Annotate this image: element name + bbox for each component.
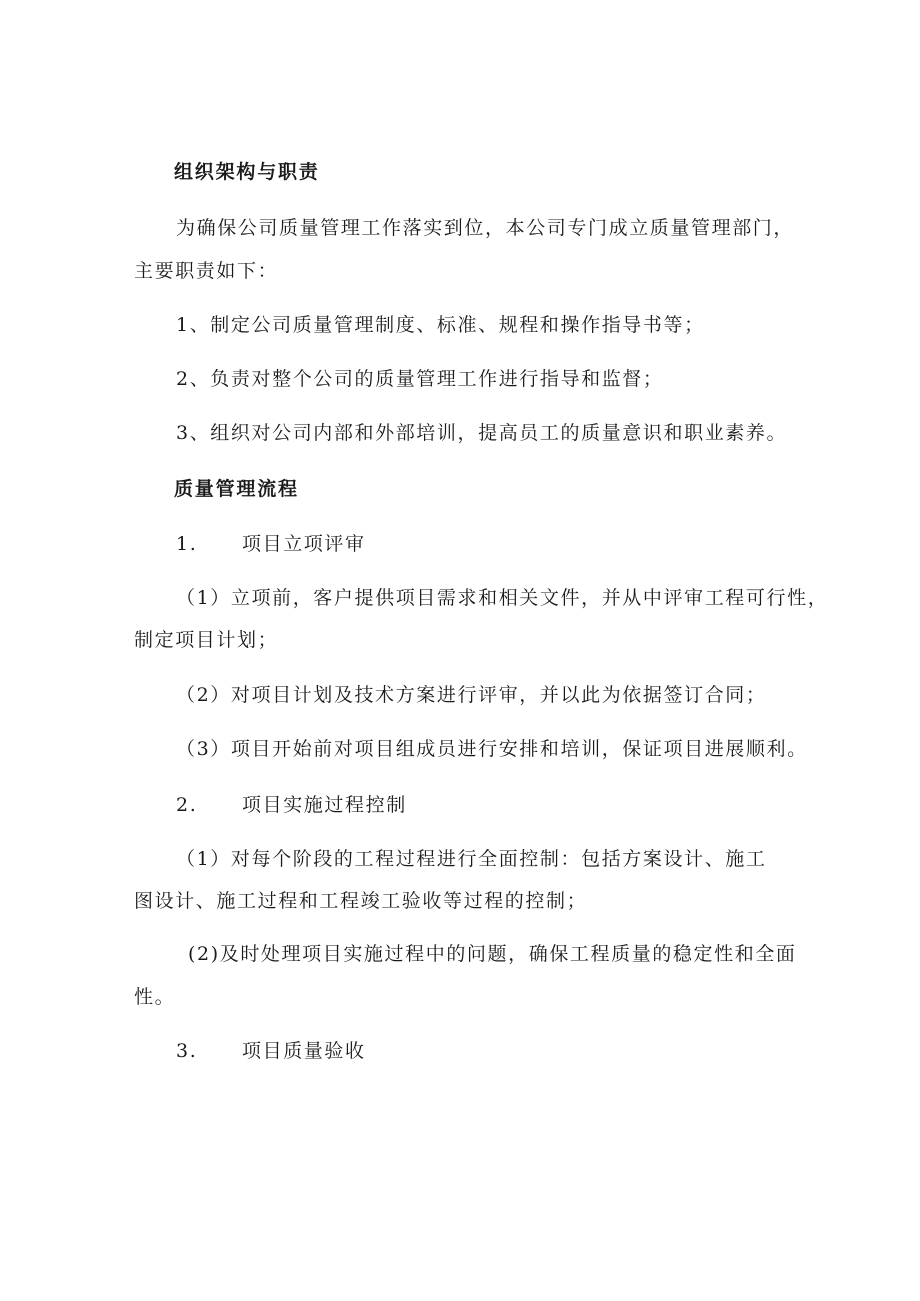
step-title: 项目实施过程控制 — [242, 794, 407, 816]
step-1-item-3: （3）项目开始前对项目组成员进行安排和培训，保证项目进展顺利。 — [176, 738, 808, 760]
step-1-item-1-line-1: （1）立项前，客户提供项目需求和相关文件，并从中评审工程可行性， — [176, 587, 829, 609]
intro-paragraph-line-2: 主要职责如下： — [134, 260, 279, 282]
step-2-item-2-line-1: (2)及时处理项目实施过程中的问题，确保工程质量的稳定性和全面 — [188, 943, 797, 965]
duty-item-2: 2、负责对整个公司的质量管理工作进行指导和监督； — [176, 368, 664, 390]
step-title: 项目质量验收 — [242, 1040, 366, 1062]
step-heading-3 — [176, 1039, 366, 1063]
intro-paragraph-line-1: 为确保公司质量管理工作落实到位，本公司专门成立质量管理部门， — [176, 217, 795, 239]
section-heading-organization: 组织架构与职责 — [174, 161, 320, 183]
step-number: 2. — [176, 794, 198, 816]
duty-item-1: 1、制定公司质量管理制度、标准、规程和操作指导书等； — [176, 314, 705, 336]
step-1-item-1-line-2: 制定项目计划； — [134, 629, 279, 651]
step-number: 1. — [176, 533, 198, 555]
step-number: 3. — [176, 1040, 198, 1062]
step-2-item-1-line-2: 图设计、施工过程和工程竣工验收等过程的控制； — [134, 890, 588, 912]
step-1-item-2: （2）对项目计划及技术方案进行评审，并以此为依据签订合同； — [176, 684, 767, 706]
duty-item-3: 3、组织对公司内部和外部培训，提高员工的质量意识和职业素养。 — [176, 422, 788, 444]
step-2-item-2-line-2: 性。 — [134, 986, 176, 1008]
step-title: 项目立项评审 — [242, 533, 366, 555]
section-heading-process: 质量管理流程 — [174, 478, 299, 500]
step-2-item-1-line-1: （1）对每个阶段的工程过程进行全面控制：包括方案设计、施工 — [176, 848, 767, 870]
step-heading-2 — [176, 793, 407, 817]
step-heading-1 — [176, 532, 366, 556]
